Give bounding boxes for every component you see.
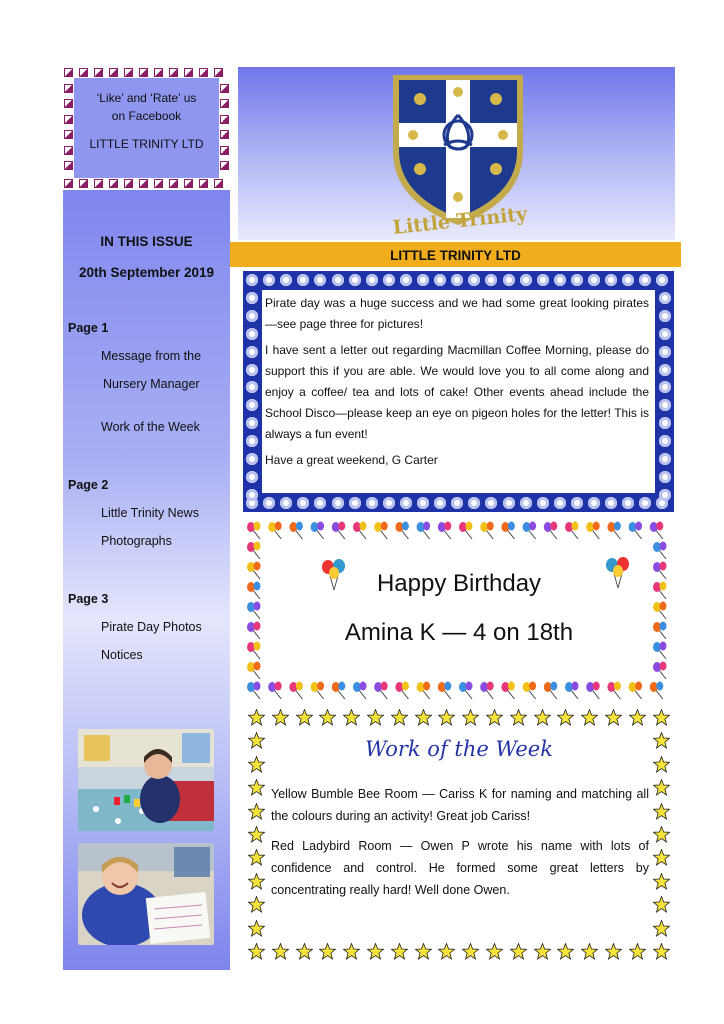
star-icon: [272, 943, 289, 960]
balloon-tile: [395, 682, 409, 700]
flower-tile: [659, 489, 671, 501]
page-2-item: Photographs: [101, 534, 172, 548]
balloon-tile: [289, 682, 303, 700]
border-tile: [184, 179, 193, 188]
balloon-tile: [268, 682, 282, 700]
star-icon: [581, 709, 598, 726]
border-tile: [154, 179, 163, 188]
page-3-item: Notices: [101, 648, 143, 662]
star-icon: [248, 826, 265, 843]
star-icon: [319, 709, 336, 726]
facebook-line-1: ‘Like’ and ‘Rate’ us: [96, 91, 197, 105]
flower-tile: [366, 497, 378, 509]
page-3-item: Pirate Day Photos: [101, 620, 202, 634]
star-icon: [367, 709, 384, 726]
star-icon: [510, 709, 527, 726]
star-icon: [653, 779, 670, 796]
flower-tile: [417, 497, 429, 509]
balloon-tile: [501, 522, 515, 540]
work-of-week-box: [245, 707, 673, 965]
balloon-tile: [653, 562, 667, 580]
balloon-tile: [395, 522, 409, 540]
star-icon: [248, 709, 265, 726]
balloon-tile: [544, 522, 558, 540]
balloon-tile: [311, 682, 325, 700]
issue-heading: IN THIS ISSUE: [100, 234, 193, 249]
page-3-label: Page 3: [68, 592, 109, 606]
flower-tile: [400, 274, 412, 286]
star-icon: [629, 709, 646, 726]
balloon-tile: [247, 602, 261, 620]
star-icon: [534, 943, 551, 960]
flower-tile: [246, 489, 258, 501]
flower-tile: [314, 274, 326, 286]
star-icon: [510, 943, 527, 960]
star-icon: [272, 709, 289, 726]
flower-tile: [639, 497, 651, 509]
star-icon: [248, 943, 265, 960]
flower-tile: [246, 417, 258, 429]
balloon-tile: [374, 682, 388, 700]
star-icon: [248, 920, 265, 937]
border-tile: [220, 161, 229, 170]
birthday-heading: Happy Birthday: [376, 570, 542, 597]
border-tile: [220, 99, 229, 108]
flower-tile: [246, 274, 258, 286]
balloon-tile: [607, 682, 621, 700]
flower-tile: [503, 274, 515, 286]
star-icon: [248, 896, 265, 913]
flower-tile: [588, 497, 600, 509]
balloon-tile: [523, 522, 537, 540]
flower-tile: [520, 497, 532, 509]
star-icon: [653, 943, 670, 960]
flower-tile: [383, 274, 395, 286]
balloon-tile: [247, 682, 261, 700]
border-tile: [64, 161, 73, 170]
border-tile: [214, 179, 223, 188]
flower-tile: [503, 497, 515, 509]
flower-tile: [451, 274, 463, 286]
balloon-tile: [653, 602, 667, 620]
flower-tile: [246, 310, 258, 322]
border-tile: [199, 179, 208, 188]
photo-child-painting: [78, 729, 214, 831]
border-tile: [94, 68, 103, 77]
star-icon: [653, 826, 670, 843]
flower-tile: [571, 497, 583, 509]
flower-tile: [246, 292, 258, 304]
flower-tile: [349, 497, 361, 509]
flower-tile: [520, 274, 532, 286]
border-tile: [199, 68, 208, 77]
border-tile: [64, 68, 73, 77]
flower-tile: [554, 497, 566, 509]
newsletter-title: LITTLE TRINITY LTD: [230, 242, 681, 267]
birthday-body: [267, 542, 651, 681]
star-icon: [629, 943, 646, 960]
star-icon: [248, 779, 265, 796]
flower-tile: [332, 274, 344, 286]
issue-date: 20th September 2019: [78, 265, 215, 280]
flower-tile: [659, 471, 671, 483]
flower-tile: [659, 435, 671, 447]
star-icon: [296, 709, 313, 726]
border-tile: [79, 179, 88, 188]
border-tile: [109, 68, 118, 77]
border-tile: [79, 68, 88, 77]
flower-tile: [246, 435, 258, 447]
flower-tile: [659, 364, 671, 376]
balloon-tile: [247, 542, 261, 560]
star-icon: [296, 943, 313, 960]
work-of-week-entry: Red Ladybird Room — Owen P wrote his name with lots of confidence and control. He formed some great letters by concentrating really hard! Well done Owen.: [271, 839, 649, 897]
flower-tile: [622, 497, 634, 509]
balloon-tile: [650, 682, 664, 700]
flower-tile: [246, 364, 258, 376]
balloon-tile: [247, 562, 261, 580]
flower-tile: [485, 497, 497, 509]
border-tile: [139, 68, 148, 77]
message-signoff: Have a great weekend, G Carter: [265, 453, 438, 467]
flower-tile: [434, 497, 446, 509]
work-of-week-title: Work of the Week: [365, 737, 553, 761]
flower-tile: [537, 274, 549, 286]
message-paragraph: Pirate day was a huge success and we had some great looking pirates—see page three for pictures!: [265, 296, 649, 331]
page-1-item: Nursery Manager: [103, 377, 200, 391]
flower-tile: [434, 274, 446, 286]
flower-tile: [246, 399, 258, 411]
flower-tile: [280, 274, 292, 286]
balloon-tile: [311, 522, 325, 540]
star-icon: [367, 943, 384, 960]
flower-tile: [485, 274, 497, 286]
flower-tile: [659, 346, 671, 358]
flower-tile: [246, 346, 258, 358]
flower-tile: [400, 497, 412, 509]
flower-tile: [605, 274, 617, 286]
balloon-tile: [653, 622, 667, 640]
balloon-tile: [289, 522, 303, 540]
border-tile: [94, 179, 103, 188]
star-icon: [248, 803, 265, 820]
flower-tile: [246, 328, 258, 340]
flower-tile: [314, 497, 326, 509]
balloon-tile: [653, 662, 667, 680]
border-tile: [124, 68, 133, 77]
flower-tile: [659, 381, 671, 393]
border-tile: [109, 179, 118, 188]
facebook-line-3: LITTLE TRINITY LTD: [89, 137, 204, 151]
border-tile: [64, 84, 73, 93]
balloon-tile: [332, 522, 346, 540]
balloon-tile: [353, 522, 367, 540]
balloon-tile: [247, 662, 261, 680]
flower-tile: [246, 471, 258, 483]
star-icon: [653, 873, 670, 890]
school-crest-logo: [238, 67, 675, 240]
star-icon: [391, 709, 408, 726]
flower-tile: [280, 497, 292, 509]
balloon-tile: [438, 682, 452, 700]
flower-tile: [659, 399, 671, 411]
flower-tile: [468, 497, 480, 509]
star-icon: [462, 709, 479, 726]
flower-tile: [366, 274, 378, 286]
border-tile: [169, 179, 178, 188]
border-tile: [139, 179, 148, 188]
work-of-week-text: [271, 783, 649, 909]
flower-tile: [263, 274, 275, 286]
balloon-tile: [523, 682, 537, 700]
flower-tile: [451, 497, 463, 509]
balloon-tile: [480, 682, 494, 700]
balloon-tile: [332, 682, 346, 700]
balloon-tile: [374, 522, 388, 540]
balloon-tile: [417, 522, 431, 540]
border-tile: [220, 130, 229, 139]
flower-tile: [656, 274, 668, 286]
star-icon: [653, 709, 670, 726]
balloon-tile: [480, 522, 494, 540]
balloon-tile: [650, 522, 664, 540]
logo-panel: [238, 67, 675, 240]
star-icon: [605, 943, 622, 960]
balloon-tile: [629, 682, 643, 700]
border-tile: [184, 68, 193, 77]
balloon-tile: [586, 682, 600, 700]
balloon-tile: [438, 522, 452, 540]
border-tile: [220, 84, 229, 93]
flower-tile: [468, 274, 480, 286]
balloon-tile: [459, 522, 473, 540]
flower-tile: [297, 497, 309, 509]
flower-tile: [639, 274, 651, 286]
border-tile: [220, 146, 229, 155]
page-2-label: Page 2: [68, 478, 109, 492]
border-tile: [64, 179, 73, 188]
star-icon: [462, 943, 479, 960]
star-icon: [343, 709, 360, 726]
star-icon: [248, 873, 265, 890]
star-icon: [605, 709, 622, 726]
star-icon: [557, 943, 574, 960]
balloon-tile: [268, 522, 282, 540]
manager-message: [262, 290, 655, 493]
facebook-box-inner: [74, 78, 219, 178]
flower-tile: [659, 328, 671, 340]
star-icon: [486, 709, 503, 726]
flower-tile: [349, 274, 361, 286]
border-tile: [64, 115, 73, 124]
balloon-tile: [417, 682, 431, 700]
balloon-tile: [544, 682, 558, 700]
flower-tile: [571, 274, 583, 286]
balloon-tile: [586, 522, 600, 540]
border-tile: [154, 68, 163, 77]
flower-tile: [554, 274, 566, 286]
flower-tile: [659, 453, 671, 465]
flower-tile: [588, 274, 600, 286]
star-icon: [248, 849, 265, 866]
flower-tile: [622, 274, 634, 286]
flower-tile: [297, 274, 309, 286]
star-icon: [391, 943, 408, 960]
work-of-week-entry: Yellow Bumble Bee Room — Cariss K for naming and matching all the colours during an activity! Great job Cariss!: [271, 787, 649, 823]
page-2-item: Little Trinity News: [101, 506, 199, 520]
balloon-tile: [653, 542, 667, 560]
facebook-box: [63, 67, 230, 189]
photo-child-writing: [78, 843, 214, 945]
flower-tile: [659, 417, 671, 429]
border-tile: [169, 68, 178, 77]
border-tile: [64, 130, 73, 139]
flower-tile: [605, 497, 617, 509]
flower-tile: [332, 497, 344, 509]
balloon-tile: [501, 682, 515, 700]
balloon-tile: [459, 682, 473, 700]
balloon-tile: [353, 682, 367, 700]
balloon-tile: [653, 642, 667, 660]
birthday-name: Amina K — 4 on 18th: [344, 619, 574, 646]
logo-text: Little Trinity: [391, 203, 529, 239]
border-tile: [220, 115, 229, 124]
page-1-label: Page 1: [68, 321, 109, 335]
balloon-tile: [247, 582, 261, 600]
balloon-tile: [247, 642, 261, 660]
border-tile: [64, 99, 73, 108]
balloon-tile: [629, 522, 643, 540]
star-icon: [653, 920, 670, 937]
star-icon: [653, 896, 670, 913]
flower-tile: [246, 453, 258, 465]
birthday-box: [245, 520, 673, 703]
balloon-tile: [565, 682, 579, 700]
star-icon: [534, 709, 551, 726]
star-icon: [438, 943, 455, 960]
balloon-tile: [565, 522, 579, 540]
page-1-item: Work of the Week: [101, 420, 200, 434]
star-icon: [581, 943, 598, 960]
border-tile: [214, 68, 223, 77]
manager-message-frame: [243, 271, 674, 512]
star-icon: [319, 943, 336, 960]
flower-tile: [537, 497, 549, 509]
page-1-item: Message from the: [101, 349, 202, 363]
message-paragraph: I have sent a letter out regarding Macmillan Coffee Morning, please do support this if you are able. We would love you to all come along and enjoy a coffee/ tea and lots of cake! Other events ahead include the School Disco—please keep an eye on pigeon holes for the letter! This is always a fun event!: [265, 343, 649, 441]
facebook-line-2: on Facebook: [111, 109, 182, 123]
star-icon: [438, 709, 455, 726]
star-icon: [415, 709, 432, 726]
flower-tile: [383, 497, 395, 509]
border-tile: [64, 146, 73, 155]
flower-tile: [246, 381, 258, 393]
star-icon: [557, 709, 574, 726]
balloon-tile: [607, 522, 621, 540]
star-icon: [653, 849, 670, 866]
border-tile: [124, 179, 133, 188]
flower-tile: [659, 310, 671, 322]
balloon-tile: [653, 582, 667, 600]
flower-tile: [417, 274, 429, 286]
balloon-tile: [247, 522, 261, 540]
star-icon: [653, 803, 670, 820]
star-icon: [486, 943, 503, 960]
balloon-tile: [247, 622, 261, 640]
star-icon: [343, 943, 360, 960]
flower-tile: [263, 497, 275, 509]
star-icon: [415, 943, 432, 960]
flower-tile: [659, 292, 671, 304]
